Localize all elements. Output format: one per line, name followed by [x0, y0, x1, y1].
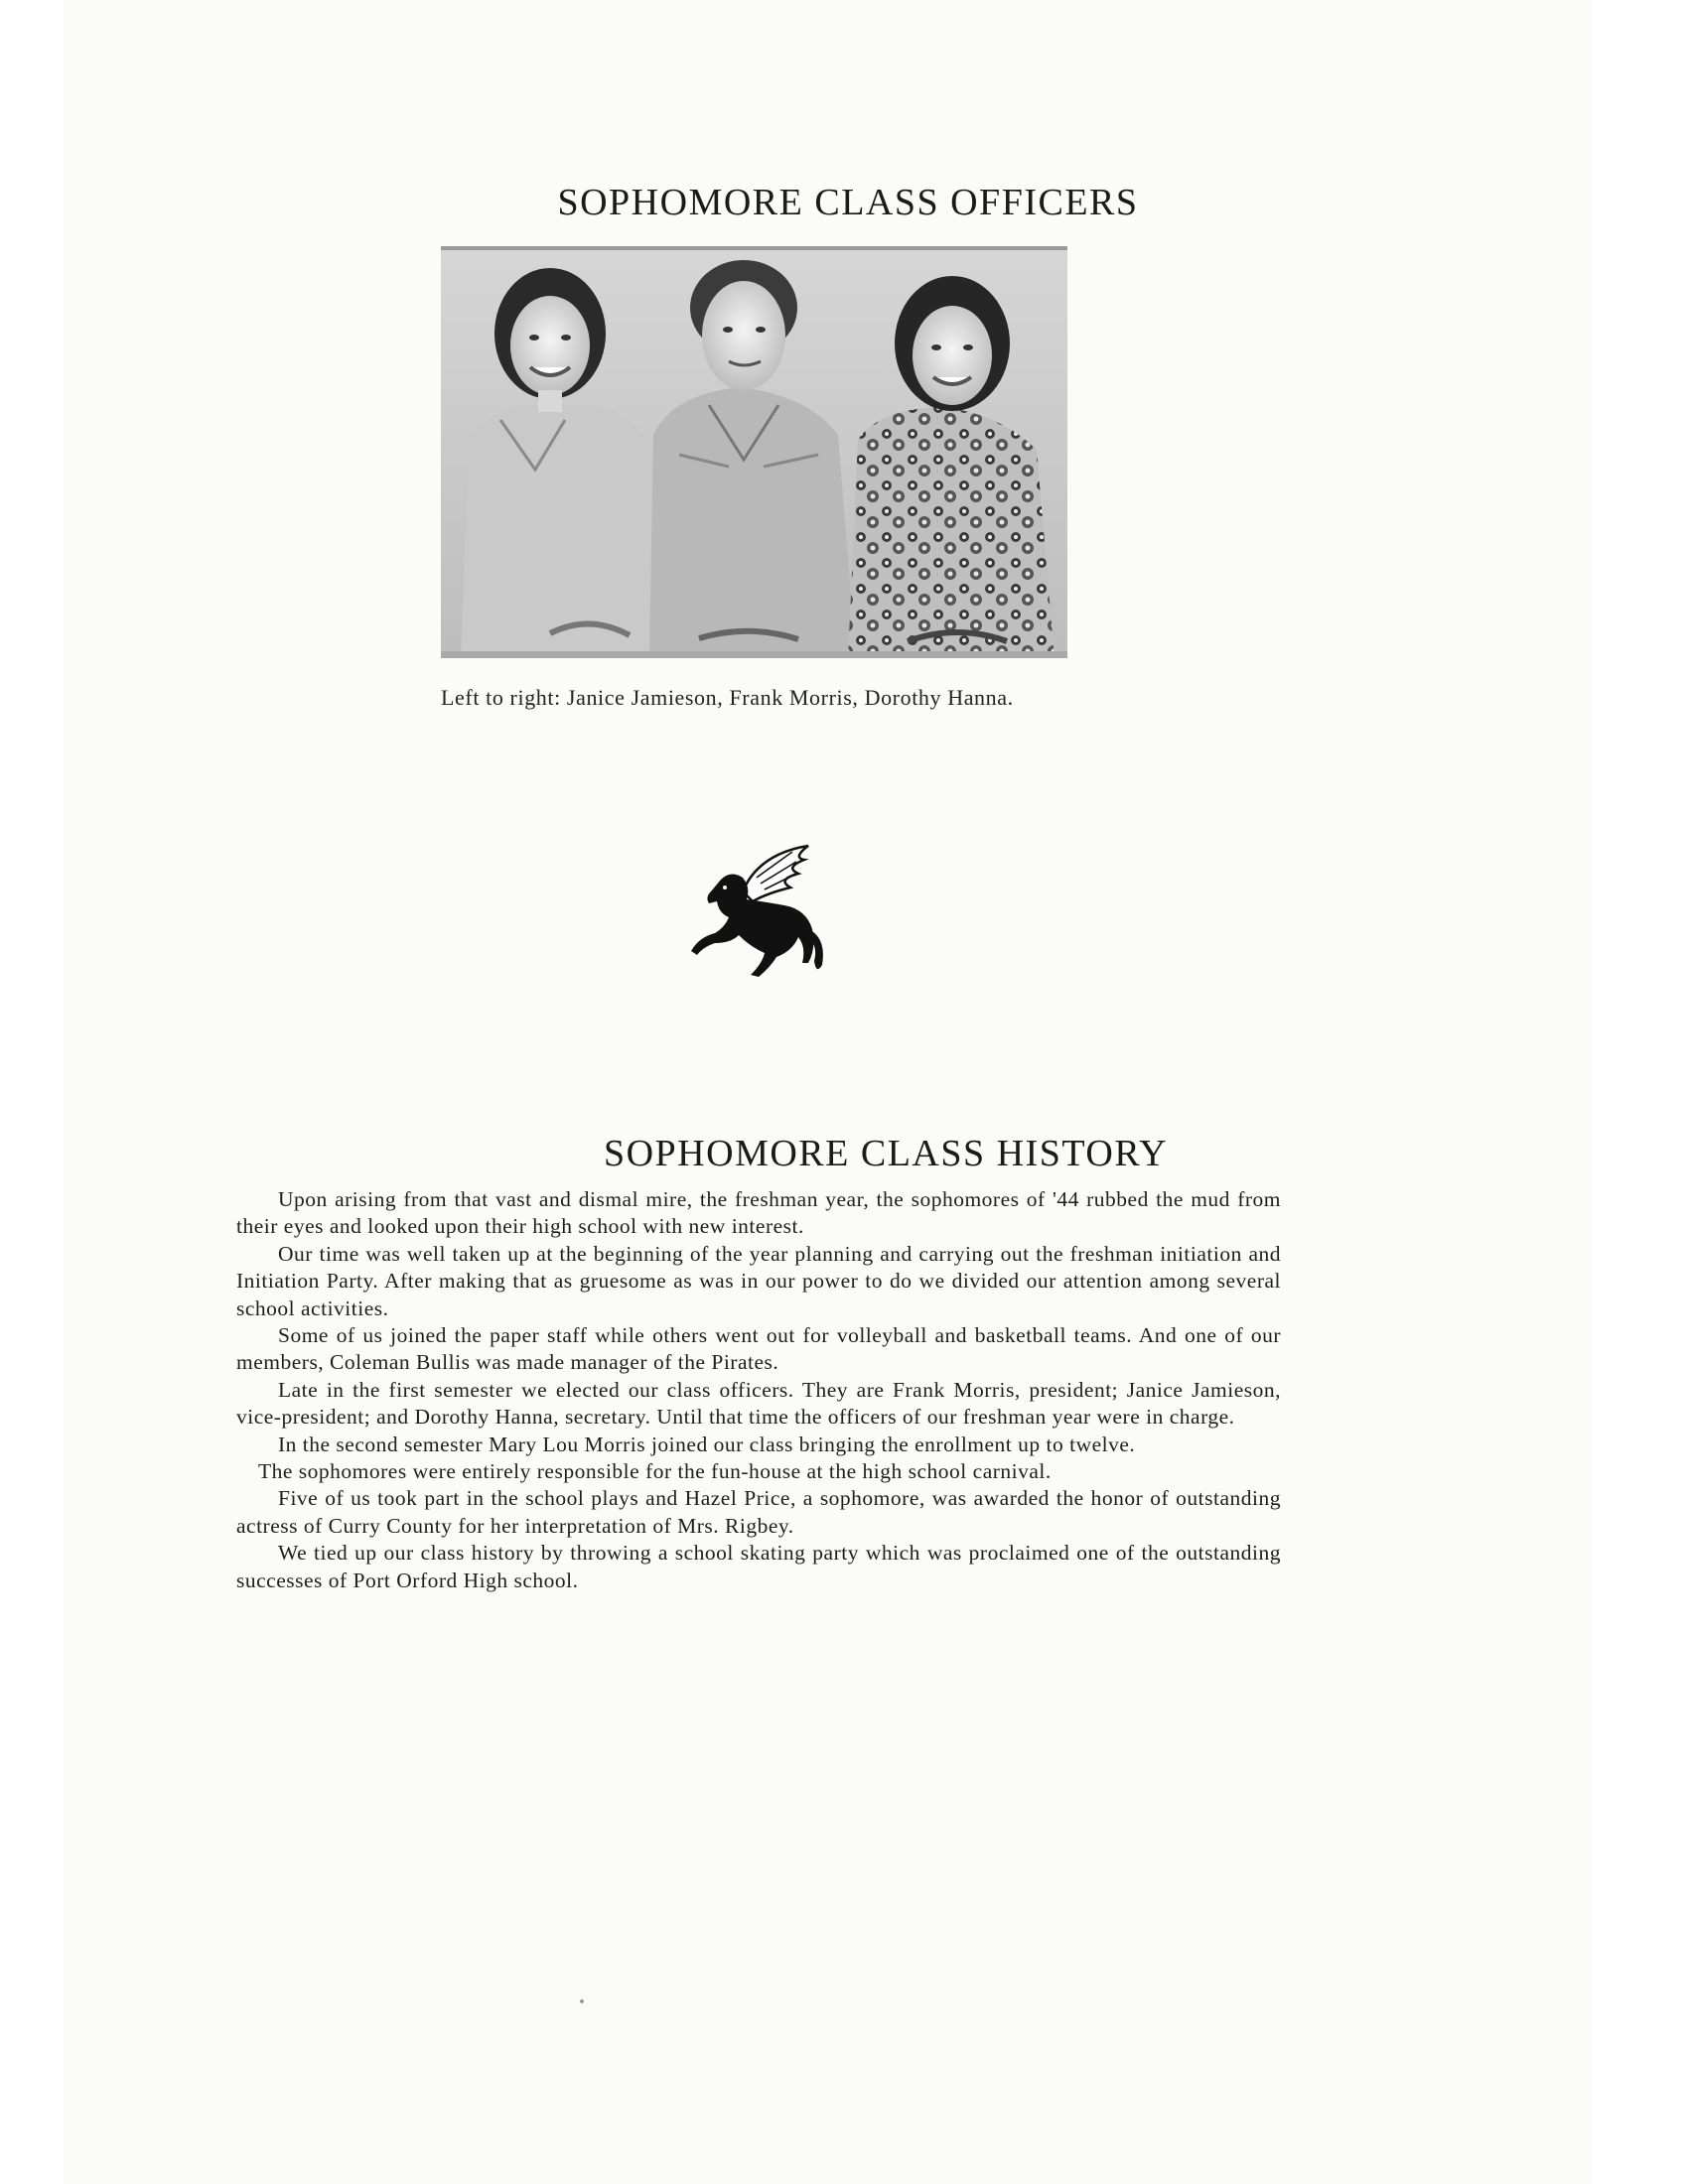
photo-caption: Left to right: Janice Jamieson, Frank Morris, Dorothy Hanna.	[441, 685, 1014, 710]
history-paragraph: The sophomores were entirely responsible for the fun-house at the high school carnival.	[258, 1459, 1052, 1484]
winged-horse-emblem	[681, 844, 830, 983]
history-paragraph: In the second semester Mary Lou Morris joined our class bringing the enrollment up to twelve.	[278, 1432, 1136, 1456]
paper-speck	[580, 1999, 584, 2003]
history-paragraph: Our time was well taken up at the beginning of the year planning and carrying out the freshman initiation and Initiation Party. After making that as gruesome as was in our power to do we divided our attention among several school activities.	[236, 1241, 1281, 1320]
history-paragraph: Five of us took part in the school plays and Hazel Price, a sophomore, was awarded the honor of outstanding actress of Curry County for her interpretation of Mrs. Rigbey.	[236, 1486, 1281, 1538]
history-paragraph: Some of us joined the paper staff while others went out for volleyball and basketball teams. And one of our members, Coleman Bullis was made manager of the Pirates.	[236, 1323, 1281, 1375]
history-paragraph: Late in the first semester we elected our class officers. They are Frank Morris, president; Janice Jamieson, vice-president; and Dorothy Hanna, secretary. Until that time the officers of our freshman year were in charge.	[236, 1377, 1281, 1430]
history-text	[236, 1186, 1281, 1594]
officers-heading: SOPHOMORE CLASS OFFICERS	[557, 182, 1139, 223]
history-paragraph: We tied up our class history by throwing a school skating party which was proclaimed one of the outstanding successes of Port Orford High school.	[236, 1541, 1281, 1592]
history-heading: SOPHOMORE CLASS HISTORY	[603, 1133, 1169, 1174]
officers-photo	[441, 246, 1067, 658]
history-paragraph: Upon arising from that vast and dismal mire, the freshman year, the sophomores of '44 rubbed the mud from their eyes and looked upon their high school with new interest.	[236, 1187, 1281, 1239]
